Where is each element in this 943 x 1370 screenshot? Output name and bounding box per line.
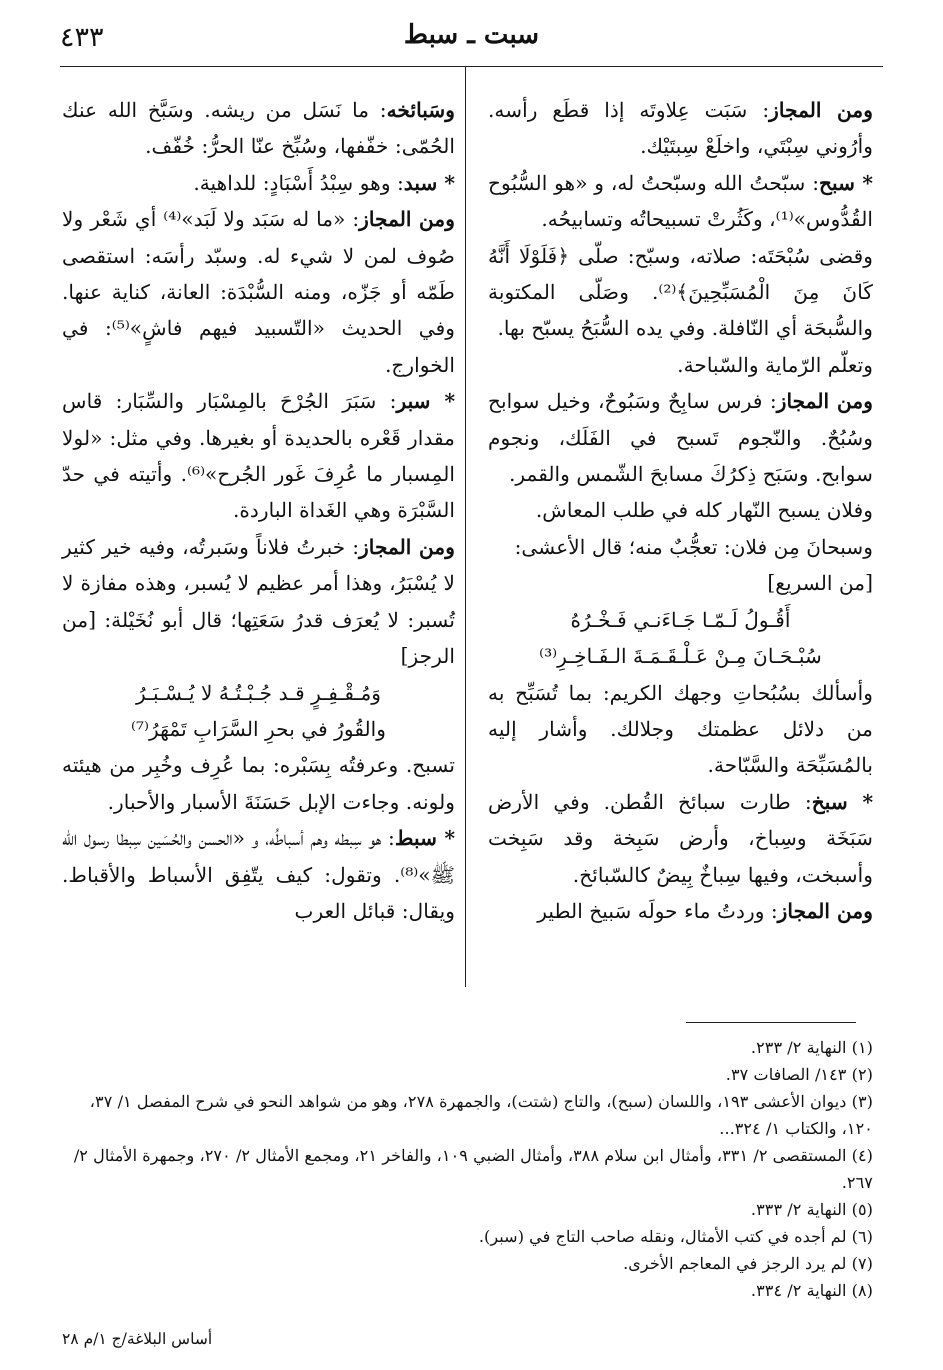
footnote: (١) النهاية ٢/ ٢٣٣. (750, 1038, 873, 1057)
entry-paragraph (62, 529, 455, 675)
entry-paragraph (488, 165, 873, 238)
entry-paragraph (488, 565, 873, 601)
entry-text: سُبْـحَـانَ مِـنْ عَـلْـقَـمَـةَ الـفَـاخِـرِ⁽³⁾ (539, 644, 822, 669)
entry-headword: * سبر (396, 389, 456, 414)
entry-headword: ومن المجاز (359, 534, 455, 559)
entry-text: وَمُـقْـفِـرٍ قـد جُـبْـتُـهُ لا يُـسْـبَـرُ (135, 680, 382, 705)
entry-text: : هو سِبطه وهم أسباطُه، و «الحسن والحُسَين سِبطا رسول الله ﷺ»⁽⁸⁾. وتقول: كيف يتّفِق الأسباط والأقباط. ويقال: قبائل العرب (62, 826, 455, 923)
page-number: ٤٣٣ (60, 22, 104, 53)
entry-paragraph (62, 383, 455, 529)
entry-paragraph (488, 492, 873, 528)
footnote-rule (686, 1022, 856, 1023)
entry-paragraph (62, 747, 455, 820)
header-rule (60, 66, 883, 67)
entry-text: [من السريع] (767, 571, 873, 596)
entry-paragraph (62, 165, 455, 201)
entry-headword: وسَبائخه (386, 98, 455, 122)
entry-headword: ومن المجاز (777, 898, 873, 923)
entry-text: : طارت سبائخ القُطن. وفي الأرض سَبَخَة وسِباخ، وأرض سَبِخة وقد سَبِخت وأسبخت، وفيها سِباخٌ بِيضٌ كالسّبائخ. (488, 789, 873, 887)
entry-paragraph (62, 92, 455, 165)
entry-text: وقضى سُبْحَتَه: صلاته، وسبّح: صلّى ﴿فَلَوْلَا أَنَّهُ كَانَ مِنَ الْمُسَبِّحِينَ﴾⁽²⁾. وصَلّى المكتوبة والسُّبحَة أي النّافلة. وفي يده السُّبَحُ يسبّح بها. (488, 243, 873, 341)
footnote: (٥) النهاية ٢/ ٣٣٣. (750, 1200, 873, 1219)
entry-headword: * سبح (819, 170, 873, 195)
column-divider (465, 67, 466, 987)
entry-text: تسبح. وعرفتُه بِسَبْره: بما عُرِف وخُبِر من هيئته ولونه. وجاءت الإبل حَسَنَةَ الأسبار والأحبار. (62, 753, 455, 814)
entry-text: : ما نَسَل من ريشه. وسَبَّخ الله عنك الحُمّى: خفّفها، وسُبِّخ عنّا الحرُّ: خُفّف. (62, 98, 455, 159)
entry-text: : خبرتُ فلاناً وسَبرتُه، وفيه خير كثير لا يُسْبَرُ، وهذا أمر عظيم لا يُسبر، وهذه مفازة لا تُسبر: لا يُعرَف قدرُ سَعَتِها؛ قال أبو نُخَيْلة: [من الرجز] (62, 534, 455, 669)
entry-text: : وردتُ ماء حولَه سَبيخ الطير (537, 898, 778, 923)
running-title: سبت ـ سبط (403, 20, 540, 50)
entry-paragraph (488, 347, 873, 383)
entry-text: : وهو سِبْدُ أَسْبَادٍ: للداهية. (193, 170, 404, 195)
entry-text: : «ما له سَبَد ولا لَبَد»⁽⁴⁾ أي شَعْر ولا صُوف لمن لا شيء له. وسبّد رأسَه: استقصى طَمّه أو جَزّه، ومنه السُّبْدَة: العانة، كناية عنها. وفي الحديث «التّسبيد فيهم فاشٍ»⁽⁵⁾: في الخوارج. (62, 207, 455, 377)
entry-paragraph (62, 201, 455, 383)
footnote: (٦) لم أجده في كتب الأمثال، ونقله صاحب التاج في (سبر). (478, 1227, 873, 1246)
right-column (488, 92, 873, 929)
footnotes (62, 1034, 873, 1304)
entry-headword: * سبخ (811, 789, 874, 814)
entry-headword: * سبد (403, 170, 455, 195)
entry-paragraph (488, 638, 873, 674)
entry-paragraph (488, 675, 873, 784)
entry-headword: ومن المجاز (769, 98, 873, 122)
footnote: (٧) لم يرد الرجز في المعاجم الأخرى. (623, 1254, 873, 1273)
entry-paragraph (488, 602, 873, 638)
entry-paragraph (488, 92, 873, 165)
entry-text: وفلان يسبح النّهار كله في طلب المعاش. (535, 498, 873, 523)
entry-headword: ومن المجاز (776, 389, 873, 414)
entry-paragraph (488, 529, 873, 565)
entry-paragraph (488, 784, 873, 893)
footnote: (٤) المستقصى ٢/ ٣٣١، وأمثال ابن سلام ٣٨٨، وأمثال الضبي ١٠٩، والفاخر ٢١، ومجمع الأمثال ٢/ ٢٧٠، وجمهرة الأمثال ٢/ ٢٦٧. (73, 1146, 873, 1192)
entry-paragraph (62, 711, 455, 747)
entry-paragraph (62, 820, 455, 929)
entry-paragraph (488, 238, 873, 347)
entry-headword: * سبط (394, 826, 455, 851)
left-column (62, 92, 455, 929)
entry-text: : سَبَرَ الجُرْحَ بالمِسْبَار والسِّبَار: قاس مقدار قَعْره بالحديدة أو بغيرها. وفي مثل: «لولا المِسبار ما عُرِفَ غَور الجُرح»⁽⁶⁾. وأتيته في حدّ السَّبْرَة وهي الغَداة الباردة. (62, 389, 455, 523)
entry-paragraph (488, 893, 873, 929)
entry-paragraph (488, 383, 873, 492)
entry-text: والقُورُ في بحرِ السَّرَابِ تَمْهَرُ⁽⁷⁾ (130, 716, 387, 741)
footnote: (٨) النهاية ٢/ ٣٣٤. (750, 1281, 873, 1300)
page-header (60, 20, 883, 60)
entry-text: وسبحانَ مِن فلان: تعجُّبٌ منه؛ قال الأعشى: (514, 534, 873, 559)
entry-text: أَقُـولُ لَـمّـا جَـاءَنـي فَـخْـرُهُ (570, 607, 791, 632)
entry-text: وأسألك بسُبُحاتِ وجهك الكريم: بما تُسَبِّح به من دلائل عظمتك وجلالك. وأشار إليه بالمُسَبِّحَة والسَّبّاحة. (488, 680, 873, 778)
entry-headword: ومن المجاز (359, 207, 455, 232)
footnote: (٢) ١٤٣/ الصافات ٣٧. (725, 1065, 873, 1084)
entry-paragraph (62, 675, 455, 711)
printer-signature: أساس البلاغة/ج ١/م ٢٨ (62, 1330, 213, 1348)
entry-text: : سَبَت عِلاوتَه إذا قطَع رأسه. وأرُوني سِبْتَي، واخلَعْ سِبتَيْك. (488, 98, 873, 159)
entry-text: : سبّحتُ الله وسبّحتُ له، و «هو السُّبُوح القُدُّوس»⁽¹⁾، وكَثُرتْ تسبيحاتُه وتسابيحُه. (488, 170, 873, 232)
footnote: (٣) ديوان الأعشى ١٩٣، واللسان (سبح)، والتاج (شتت)، والجمهرة ٢٧٨، وهو من شواهد النحو في شرح المفصل ١/ ٣٧، ١٢٠، والكتاب ١/ ٣٢٤... (89, 1092, 873, 1138)
entry-text: : فرس سابِحٌ وسَبُوحٌ، وخيل سوابح وسُبُحٌ. والنّجوم تَسبح في الفَلَك، ونجوم سوابح. وسَبَح ذِكرُكَ مسابحَ الشّمس والقمر. (488, 389, 873, 487)
entry-text: وتعلّم الرّماية والسّباحة. (677, 352, 873, 377)
